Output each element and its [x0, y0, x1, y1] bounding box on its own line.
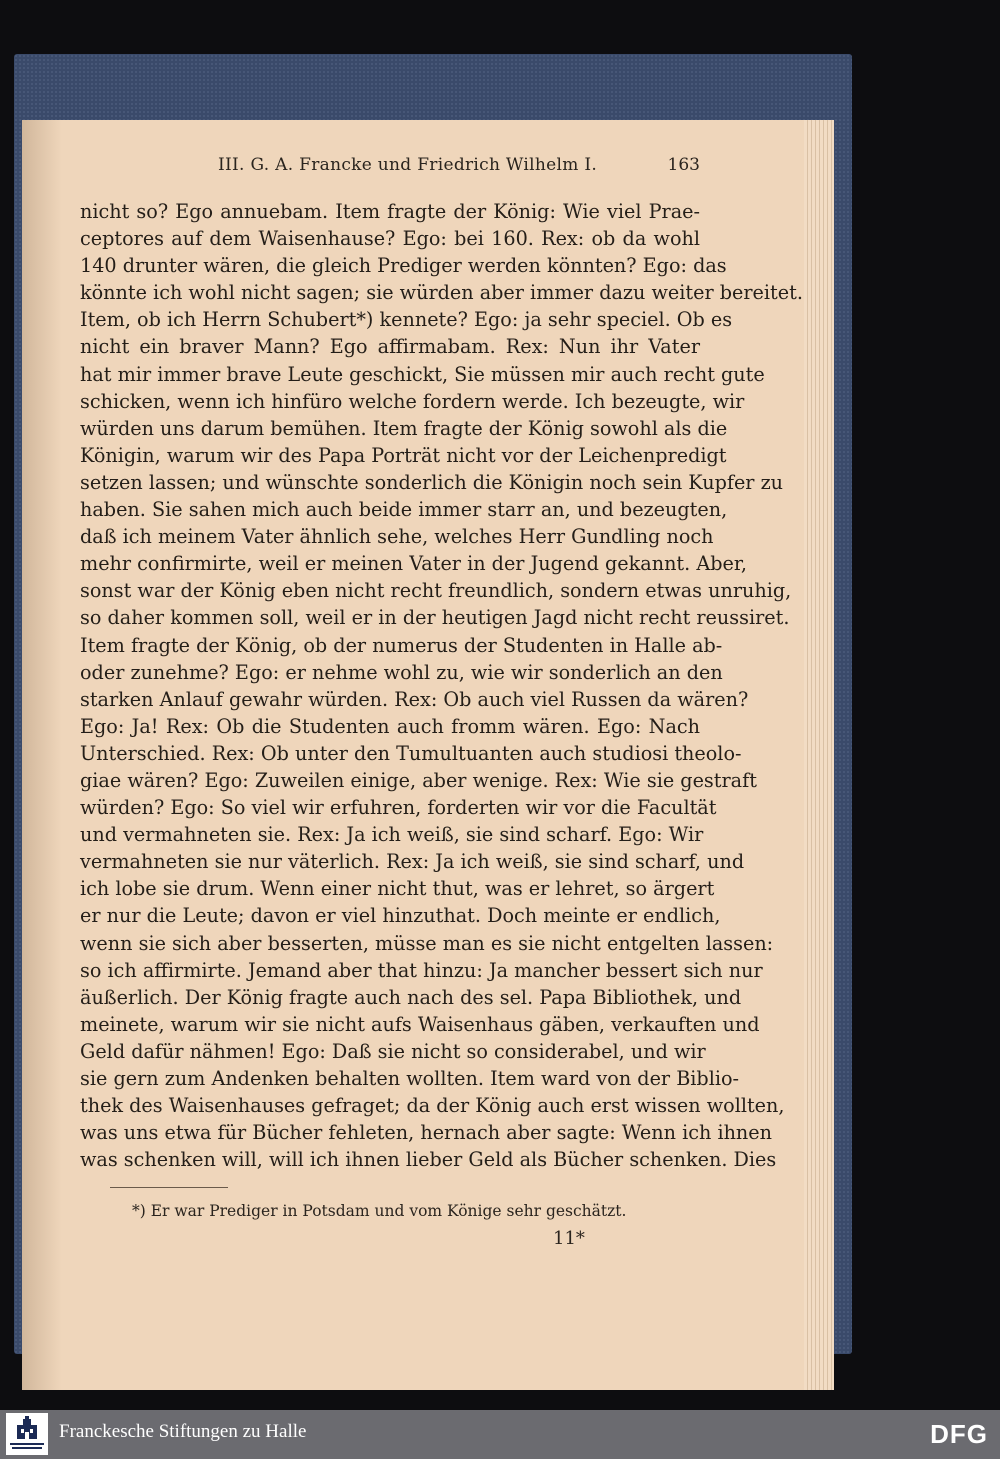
text-line: haben. Sie sahen mich auch beide immer starr an, und bezeugten,	[80, 498, 728, 522]
text-line: meinete, warum wir sie nicht aufs Waisenhaus gäben, verkauften und	[80, 1012, 760, 1036]
page-gutter-shadow	[22, 120, 62, 1390]
text-line: sie gern zum Andenken behalten wollten. Item ward von der Biblio-	[80, 1067, 740, 1090]
text-line: so ich affirmirte. Jemand aber that hinzu: Ja mancher bessert sich nur	[80, 958, 763, 982]
text-line: was schenken will, will ich ihnen lieber Geld als Bücher schenken. Dies	[80, 1148, 777, 1172]
text-line: vermahneten sie nur väterlich. Rex: Ja ich weiß, sie sind scharf, und	[80, 850, 745, 874]
text-line: Item, ob ich Herrn Schubert*) kennete? Ego: ja sehr speciel. Ob es	[80, 308, 733, 332]
text-line: 140 drunter wären, die gleich Prediger werden könnten? Ego: das	[80, 254, 727, 278]
text-line: thek des Waisenhauses gefraget; da der König auch erst wissen wollten,	[80, 1094, 785, 1118]
text-line: äußerlich. Der König fragte auch nach des sel. Papa Bibliothek, und	[80, 985, 742, 1009]
franckesche-logo[interactable]	[6, 1413, 48, 1455]
text-line: oder zunehme? Ego: er nehme wohl zu, wie wir sonderlich an den	[80, 660, 723, 684]
text-line: würden? Ego: So viel wir erfuhren, forderten wir vor die Facultät	[80, 796, 717, 820]
text-line: hat mir immer brave Leute geschickt, Sie müssen mir auch recht gute	[80, 362, 765, 386]
text-line: sonst war der König eben nicht recht freundlich, sondern etwas unruhig,	[80, 579, 792, 603]
text-line: nicht so? Ego annuebam. Item fragte der König: Wie viel Prae-	[80, 200, 700, 223]
text-line: starken Anlauf gewahr würden. Rex: Ob auch viel Russen da wären?	[80, 687, 749, 711]
footer-title[interactable]: Franckesche Stiftungen zu Halle	[59, 1421, 307, 1442]
text-line: er nur die Leute; davon er viel hinzuthat. Doch meinte er endlich,	[80, 904, 721, 928]
signature-mark: 11*	[553, 1228, 585, 1249]
text-line: nicht ein braver Mann? Ego affirmabam. Rex: Nun ihr Vater	[80, 335, 700, 359]
text-line: schicken, wenn ich hinfüro welche fordern werde. Ich bezeugte, wir	[80, 389, 745, 413]
text-line: und vermahneten sie. Rex: Ja ich weiß, sie sind scharf. Ego: Wir	[80, 823, 704, 847]
footnote: *) Er war Prediger in Potsdam und vom Könige sehr geschätzt.	[132, 1202, 627, 1220]
text-line: giae wären? Ego: Zuweilen einige, aber wenige. Rex: Wie sie gestraft	[80, 768, 757, 792]
text-line: ceptores auf dem Waisenhause? Ego: bei 160. Rex: ob da wohl	[80, 227, 700, 251]
dfg-logo[interactable]: DFG	[930, 1419, 988, 1449]
footnote-rule	[110, 1187, 228, 1188]
text-line: Item fragte der König, ob der numerus der Studenten in Halle ab-	[80, 633, 723, 657]
text-line: setzen lassen; und wünschte sonderlich die Königin noch sein Kupfer zu	[80, 470, 784, 494]
text-line: mehr confirmirte, weil er meinen Vater in der Jugend gekannt. Aber,	[80, 552, 747, 576]
text-line: Geld dafür nähmen! Ego: Daß sie nicht so considerabel, und wir	[80, 1039, 706, 1063]
text-line: daß ich meinem Vater ähnlich sehe, welches Herr Gundling noch	[80, 525, 714, 549]
franckesche-logo-icon	[6, 1413, 48, 1455]
text-line: könnte ich wohl nicht sagen; sie würden aber immer dazu weiter bereitet.	[80, 281, 803, 305]
text-line: würden uns darum bemühen. Item fragte der König sowohl als die	[80, 416, 728, 440]
page-number: 163	[667, 155, 700, 175]
text-line: was uns etwa für Bücher fehleten, hernach aber sagte: Wenn ich ihnen	[80, 1121, 773, 1145]
text-line: wenn sie sich aber besserten, müsse man es sie nicht entgelten lassen:	[80, 931, 774, 955]
text-line: ich lobe sie drum. Wenn einer nicht thut, was er lehret, so ärgert	[80, 877, 715, 901]
text-line: Königin, warum wir des Papa Porträt nicht vor der Leichenpredigt	[80, 443, 727, 467]
text-line: Unterschied. Rex: Ob unter den Tumultuanten auch studiosi theolo-	[80, 741, 742, 765]
body-text	[80, 198, 803, 1173]
page-edges	[804, 120, 834, 1390]
text-line: Ego: Ja! Rex: Ob die Studenten auch fromm wären. Ego: Nach	[80, 714, 700, 738]
text-line: so daher kommen soll, weil er in der heutigen Jagd nicht recht reussiret.	[80, 606, 790, 630]
running-header	[80, 155, 700, 181]
running-title: III. G. A. Francke und Friedrich Wilhelm I.	[218, 155, 598, 175]
